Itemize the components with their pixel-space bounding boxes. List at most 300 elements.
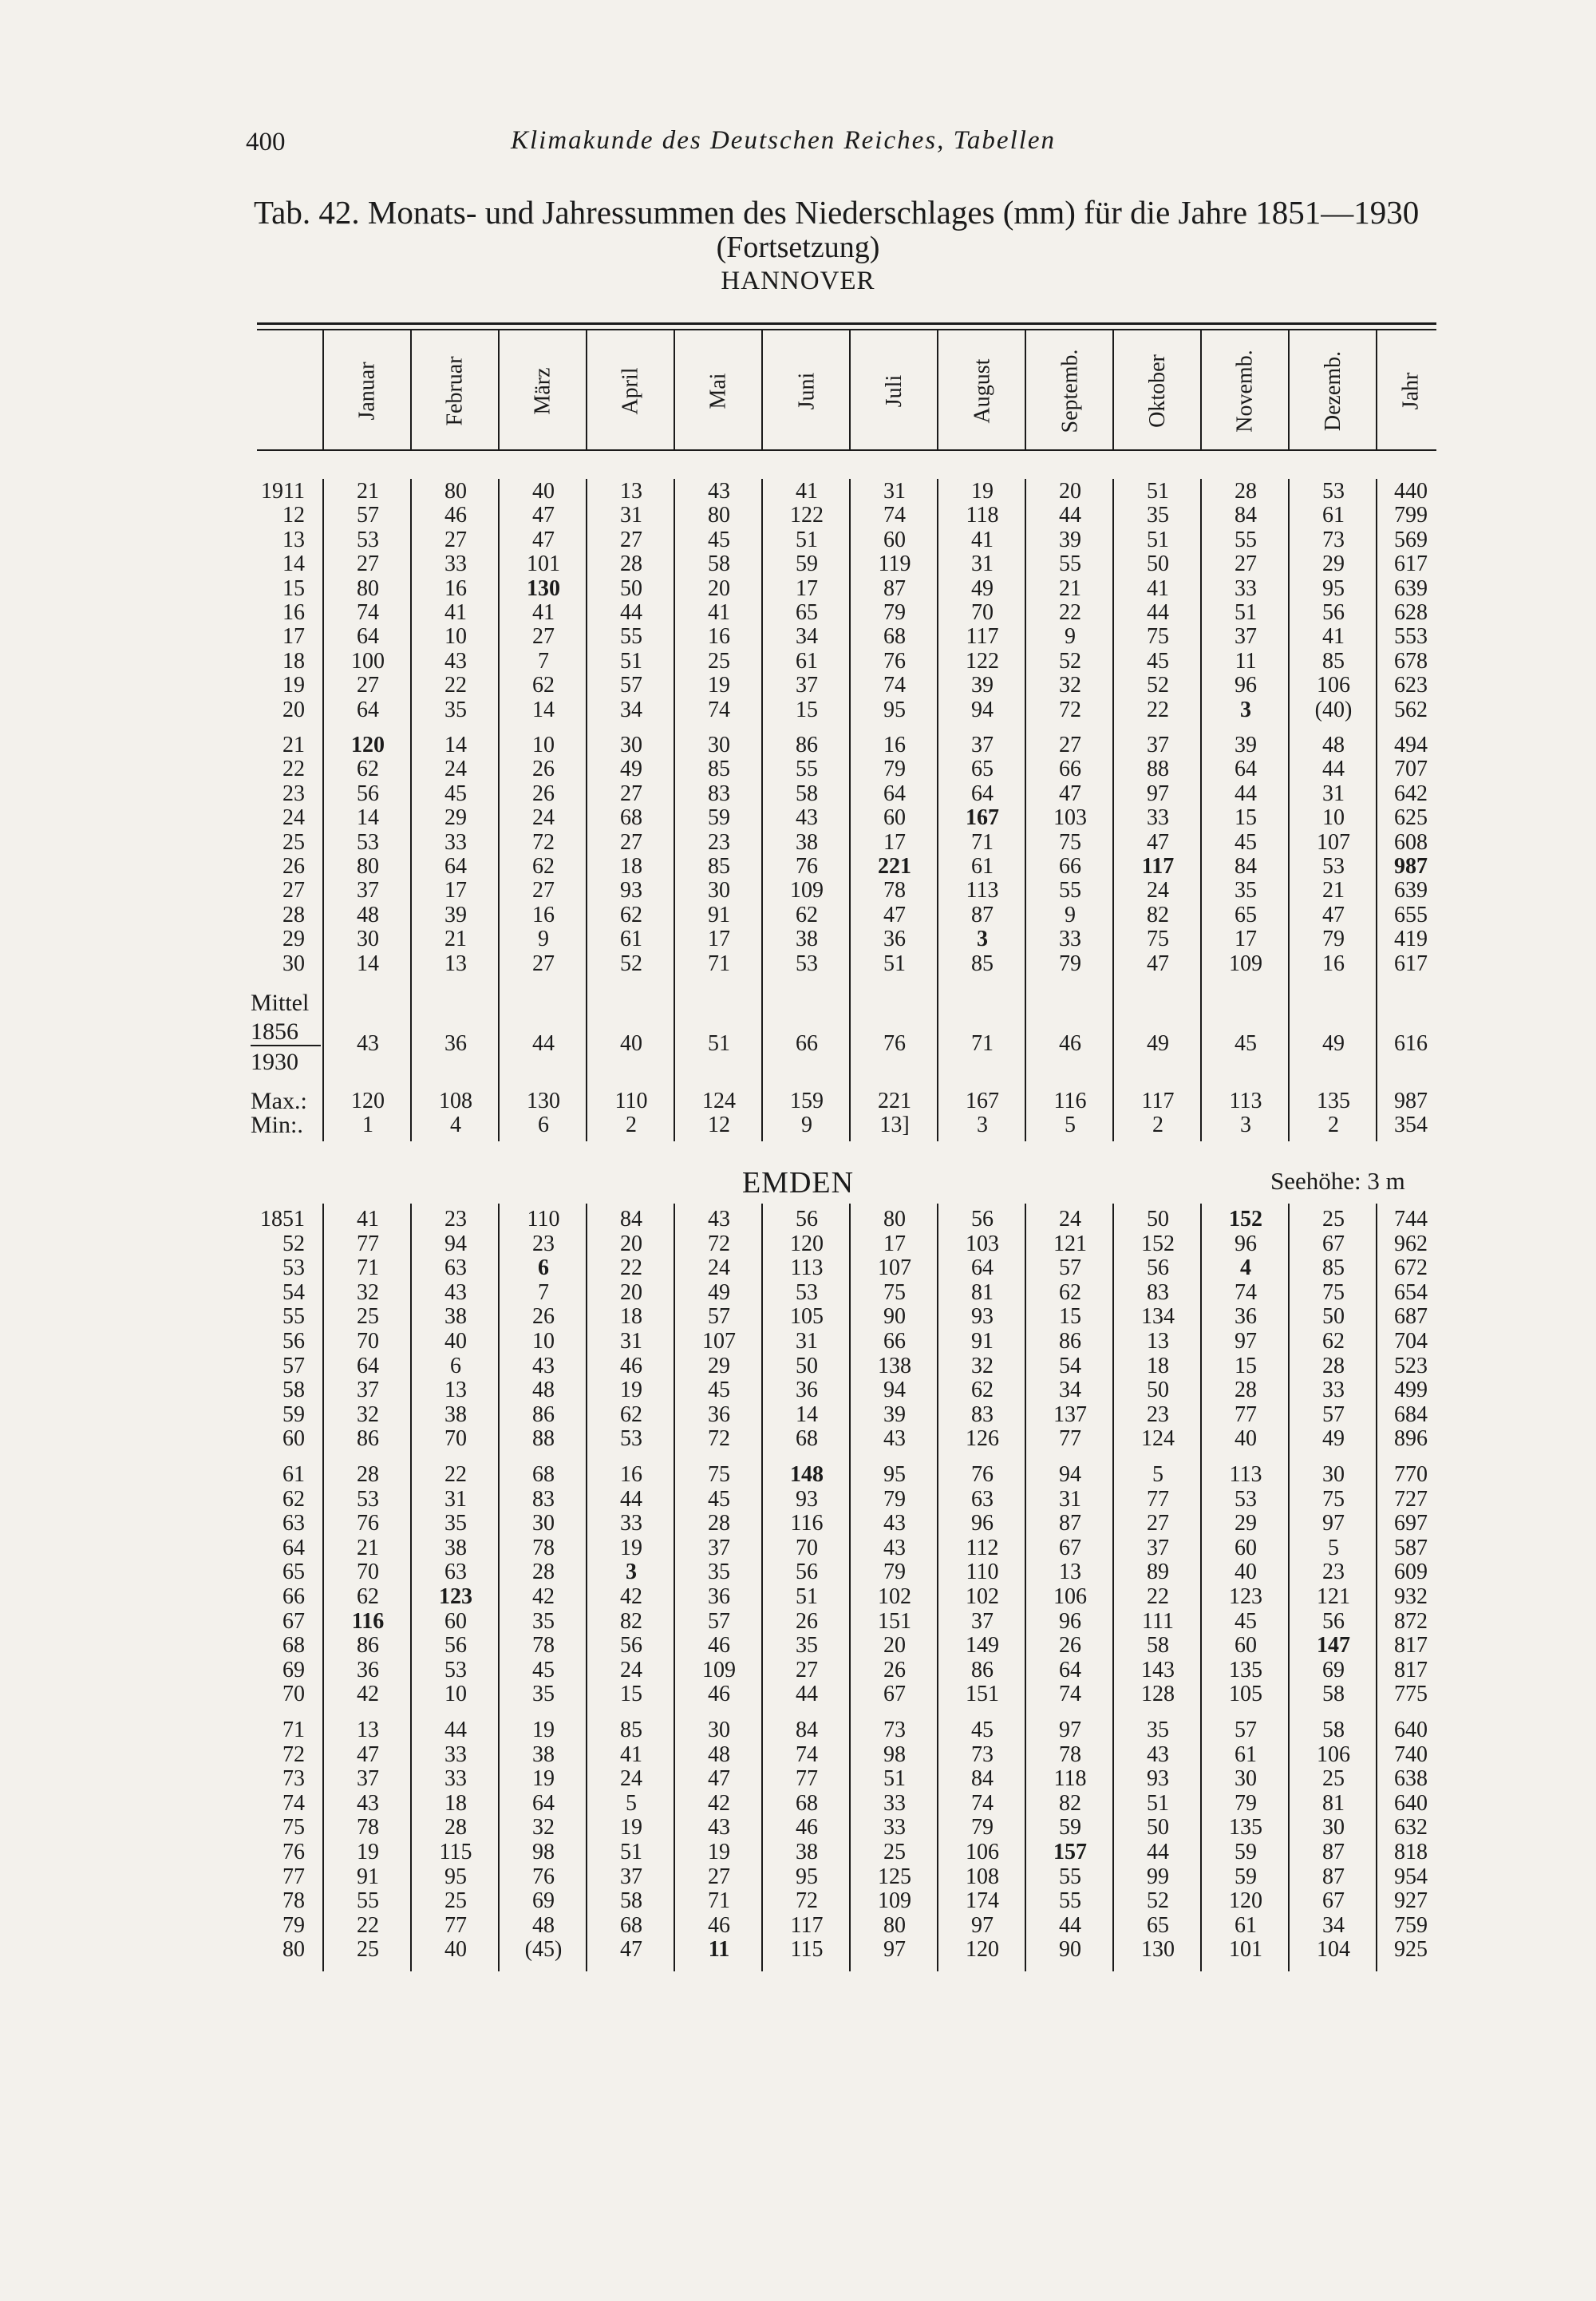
table-cell: 3: [977, 1113, 988, 1137]
table-cell: 120: [351, 1089, 385, 1113]
table-cell: 20: [620, 1280, 642, 1305]
row-year: 80: [282, 1937, 305, 1962]
table-cell: 123: [1229, 1584, 1262, 1609]
table-cell: 110: [527, 1207, 560, 1232]
table-cell: 640: [1394, 1791, 1428, 1816]
table-cell: 39: [883, 1402, 906, 1427]
table-cell: 45: [971, 1718, 994, 1742]
table-cell: 62: [532, 854, 555, 879]
table-cell: 52: [1147, 1888, 1169, 1913]
table-cell: 125: [878, 1864, 911, 1889]
table-cell: 113: [966, 878, 999, 903]
table-cell: 157: [1053, 1840, 1087, 1864]
mittel-to-year: 1930: [251, 1049, 298, 1075]
table-cell: 55: [1059, 1888, 1081, 1913]
table-cell: 84: [971, 1766, 994, 1791]
table-cell: 26: [883, 1658, 906, 1682]
table-cell: 639: [1394, 878, 1428, 903]
table-cell: 82: [620, 1609, 642, 1634]
header-bottom-rule: [257, 449, 1436, 451]
table-cell: 86: [796, 733, 818, 757]
table-cell: 14: [796, 1402, 818, 1427]
table-cell: 609: [1394, 1560, 1428, 1584]
table-cell: 62: [971, 1378, 994, 1402]
table-cell: 19: [620, 1378, 642, 1402]
table-cell: 5: [1328, 1536, 1339, 1560]
table-cell: 36: [357, 1658, 379, 1682]
table-cell: 628: [1394, 600, 1428, 625]
row-year: 75: [282, 1815, 305, 1840]
mittel-label: Mittel: [251, 990, 310, 1016]
table-cell: 40: [532, 479, 555, 504]
table-cell: 16: [444, 576, 467, 601]
table-cell: 34: [1322, 1913, 1345, 1938]
table-cell: 33: [444, 1766, 467, 1791]
table-cell: 55: [620, 624, 642, 649]
table-cell: 354: [1394, 1113, 1428, 1137]
table-cell: 95: [1322, 576, 1345, 601]
table-cell: 51: [1147, 528, 1169, 552]
table-cell: 36: [1235, 1304, 1257, 1329]
table-cell: 37: [971, 733, 994, 757]
row-year: 15: [282, 576, 305, 601]
table-cell: 31: [883, 479, 906, 504]
table-cell: 42: [620, 1584, 642, 1609]
header-november: Novemb.: [1233, 350, 1258, 433]
table-cell: 53: [444, 1658, 467, 1682]
table-cell: 48: [357, 903, 379, 927]
table-cell: 9: [1065, 903, 1076, 927]
table-cell: 625: [1394, 805, 1428, 830]
table-cell: 68: [796, 1791, 818, 1816]
table-cell: 85: [1322, 649, 1345, 674]
table-cell: 54: [1059, 1354, 1081, 1378]
table-cell: 83: [971, 1402, 994, 1427]
table-cell: 97: [1059, 1718, 1081, 1742]
table-cell: 44: [620, 600, 642, 625]
table-cell: 13: [357, 1718, 379, 1742]
table-row: [0, 1585, 1596, 1609]
table-cell: 33: [444, 1742, 467, 1767]
table-cell: 88: [1147, 757, 1169, 781]
row-year: 56: [282, 1329, 305, 1354]
table-cell: 56: [1322, 600, 1345, 625]
header-januar: Januar: [354, 362, 380, 421]
table-cell: 987: [1394, 854, 1428, 879]
table-cell: 28: [357, 1462, 379, 1487]
table-cell: 78: [357, 1815, 379, 1840]
table-cell: 43: [357, 1791, 379, 1816]
table-row: [0, 1865, 1596, 1889]
table-cell: 134: [1141, 1304, 1175, 1329]
table-cell: 97: [883, 1937, 906, 1962]
table-cell: 95: [796, 1864, 818, 1889]
table-cell: 45: [708, 1378, 730, 1402]
table-cell: 704: [1394, 1329, 1428, 1354]
table-cell: 41: [708, 600, 730, 625]
row-year: 66: [282, 1584, 305, 1609]
table-cell: 30: [1322, 1462, 1345, 1487]
table-cell: 135: [1229, 1815, 1262, 1840]
table-cell: 62: [532, 673, 555, 698]
table-cell: 47: [1147, 951, 1169, 976]
table-cell: 64: [357, 1354, 379, 1378]
table-cell: 32: [532, 1815, 555, 1840]
table-cell: 124: [702, 1089, 736, 1113]
table-cell: 51: [1147, 1791, 1169, 1816]
table-cell: 81: [1322, 1791, 1345, 1816]
table-cell: 71: [708, 1888, 730, 1913]
table-cell: 95: [883, 698, 906, 722]
table-cell: 122: [966, 649, 999, 674]
table-cell: 18: [620, 854, 642, 879]
table-cell: 60: [444, 1609, 467, 1634]
table-cell: 62: [620, 903, 642, 927]
table-cell: 44: [1322, 757, 1345, 781]
row-year: 20: [282, 698, 305, 722]
table-cell: 15: [620, 1682, 642, 1706]
table-cell: 29: [708, 1354, 730, 1378]
table-cell: 78: [532, 1536, 555, 1560]
table-cell: 74: [796, 1742, 818, 1767]
table-row: [0, 782, 1596, 806]
table-cell: 70: [444, 1426, 467, 1451]
table-cell: 91: [971, 1329, 994, 1354]
column-separator: [761, 330, 763, 450]
table-cell: 111: [1142, 1609, 1174, 1634]
table-cell: 167: [966, 805, 999, 830]
table-cell: 36: [708, 1584, 730, 1609]
table-cell: 87: [1322, 1840, 1345, 1864]
table-cell: 35: [1147, 1718, 1169, 1742]
table-cell: 130: [527, 576, 560, 601]
table-cell: 22: [1147, 698, 1169, 722]
table-cell: 43: [444, 649, 467, 674]
table-cell: 19: [532, 1718, 555, 1742]
table-cell: 96: [1235, 673, 1257, 698]
table-cell: 82: [1059, 1791, 1081, 1816]
table-cell: 47: [620, 1937, 642, 1962]
table-row: [0, 1536, 1596, 1560]
table-cell: 14: [357, 805, 379, 830]
table-cell: 52: [620, 951, 642, 976]
table-row: [0, 1403, 1596, 1427]
table-cell: 99: [1147, 1864, 1169, 1889]
table-cell: 84: [620, 1207, 642, 1232]
table-cell: 43: [1147, 1742, 1169, 1767]
row-year: 60: [282, 1426, 305, 1451]
table-row: [0, 674, 1596, 698]
row-year: 62: [282, 1487, 305, 1512]
table-cell: 74: [971, 1791, 994, 1816]
table-cell: 61: [796, 649, 818, 674]
table-cell: 87: [883, 576, 906, 601]
table-cell: 61: [1322, 503, 1345, 528]
table-cell: 59: [708, 805, 730, 830]
table-cell: 27: [444, 528, 467, 552]
table-cell: 85: [708, 757, 730, 781]
table-cell: 37: [357, 878, 379, 903]
page-number: 400: [246, 128, 286, 156]
table-cell: 33: [1147, 805, 1169, 830]
table-cell: 45: [532, 1658, 555, 1682]
table-cell: 27: [1235, 552, 1257, 576]
table-cell: 53: [357, 830, 379, 855]
table-cell: 57: [1059, 1255, 1081, 1280]
table-cell: 33: [883, 1791, 906, 1816]
table-cell: 17: [883, 830, 906, 855]
table-cell: 31: [1322, 781, 1345, 806]
table-cell: 59: [1235, 1864, 1257, 1889]
table-cell: 59: [1059, 1815, 1081, 1840]
table-cell: 40: [620, 1031, 642, 1056]
table-cell: 616: [1394, 1031, 1428, 1056]
table-cell: 39: [444, 903, 467, 927]
table-cell: 65: [1147, 1913, 1169, 1938]
table-row: [0, 552, 1596, 576]
table-cell: 25: [1322, 1207, 1345, 1232]
table-cell: 117: [790, 1913, 824, 1938]
table-row: [0, 577, 1596, 601]
table-cell: 67: [883, 1682, 906, 1706]
table-cell: 41: [1147, 576, 1169, 601]
table-cell: 64: [971, 781, 994, 806]
row-year: 24: [282, 805, 305, 830]
table-row: [0, 1743, 1596, 1767]
table-row: [0, 650, 1596, 674]
table-cell: 33: [444, 830, 467, 855]
table-cell: 75: [1147, 927, 1169, 951]
table-cell: 77: [796, 1766, 818, 1791]
table-cell: 672: [1394, 1255, 1428, 1280]
row-year: 52: [282, 1232, 305, 1256]
table-cell: 440: [1394, 479, 1428, 504]
table-row: [0, 806, 1596, 830]
table-cell: 48: [1322, 733, 1345, 757]
table-cell: 617: [1394, 552, 1428, 576]
column-separator: [586, 330, 587, 450]
table-cell: 37: [971, 1609, 994, 1634]
table-cell: (45): [524, 1937, 563, 1962]
table-cell: 110: [966, 1560, 999, 1584]
table-cell: 56: [796, 1207, 818, 1232]
table-cell: 86: [1059, 1329, 1081, 1354]
table-cell: 41: [444, 600, 467, 625]
table-cell: 123: [439, 1584, 472, 1609]
column-separator: [1112, 330, 1114, 450]
table-cell: 93: [620, 878, 642, 903]
table-cell: 40: [1235, 1426, 1257, 1451]
table-cell: 21: [357, 479, 379, 504]
table-cell: 91: [708, 903, 730, 927]
table-cell: 19: [357, 1840, 379, 1864]
table-cell: 50: [1147, 1207, 1169, 1232]
table-cell: 36: [883, 927, 906, 951]
table-row: [0, 1378, 1596, 1402]
table-cell: 41: [1322, 624, 1345, 649]
table-cell: 10: [444, 624, 467, 649]
table-cell: 47: [1059, 781, 1081, 806]
column-separator: [1288, 330, 1290, 450]
table-cell: 23: [532, 1232, 555, 1256]
table-cell: 56: [971, 1207, 994, 1232]
table-cell: 954: [1394, 1864, 1428, 1889]
table-cell: 10: [532, 1329, 555, 1354]
table-cell: 28: [1322, 1354, 1345, 1378]
table-cell: 52: [1147, 673, 1169, 698]
table-cell: 47: [1322, 903, 1345, 927]
table-cell: 27: [357, 552, 379, 576]
table-cell: 97: [1322, 1511, 1345, 1536]
row-year: 21: [282, 733, 305, 757]
table-cell: 55: [796, 757, 818, 781]
table-cell: 107: [1317, 830, 1350, 855]
table-cell: 687: [1394, 1304, 1428, 1329]
table-cell: 77: [444, 1913, 467, 1938]
table-cell: 24: [708, 1255, 730, 1280]
table-cell: 102: [878, 1584, 911, 1609]
table-cell: 24: [620, 1658, 642, 1682]
table-cell: 21: [1322, 878, 1345, 903]
table-cell: 19: [532, 1766, 555, 1791]
table-cell: 419: [1394, 927, 1428, 951]
table-cell: 22: [1059, 600, 1081, 625]
table-cell: 2: [1152, 1113, 1163, 1137]
table-cell: 42: [708, 1791, 730, 1816]
table-cell: 3: [626, 1560, 637, 1584]
row-year: 28: [282, 903, 305, 927]
table-row: [0, 855, 1596, 879]
table-cell: 85: [971, 951, 994, 976]
header-april: April: [618, 367, 643, 415]
table-cell: 94: [1059, 1462, 1081, 1487]
table-cell: 74: [1235, 1280, 1257, 1305]
table-cell: 122: [790, 503, 824, 528]
table-cell: 73: [1322, 528, 1345, 552]
table-cell: 30: [708, 878, 730, 903]
table-cell: 925: [1394, 1937, 1428, 1962]
table-cell: 51: [883, 1766, 906, 1791]
table-cell: 17: [1235, 927, 1257, 951]
table-cell: 53: [357, 528, 379, 552]
table-cell: 48: [532, 1913, 555, 1938]
table-cell: 42: [357, 1682, 379, 1706]
table-cell: 55: [1059, 552, 1081, 576]
table-cell: 73: [883, 1718, 906, 1742]
table-cell: 64: [883, 781, 906, 806]
table-cell: 10: [444, 1682, 467, 1706]
row-year: 71: [282, 1718, 305, 1742]
table-cell: 9: [1065, 624, 1076, 649]
table-cell: 34: [1059, 1378, 1081, 1402]
table-cell: 35: [444, 698, 467, 722]
table-row: [0, 1816, 1596, 1840]
table-cell: 109: [878, 1888, 911, 1913]
table-cell: 32: [357, 1402, 379, 1427]
table-cell: 96: [1059, 1609, 1081, 1634]
table-cell: 72: [796, 1888, 818, 1913]
row-year: 55: [282, 1304, 305, 1329]
table-cell: 35: [796, 1633, 818, 1658]
table-cell: 4: [1240, 1255, 1251, 1280]
station-title-emden: EMDEN: [741, 1166, 855, 1200]
row-year: 54: [282, 1280, 305, 1305]
table-row: [0, 1354, 1596, 1378]
table-cell: 94: [444, 1232, 467, 1256]
table-cell: 6: [538, 1255, 549, 1280]
table-cell: 58: [1322, 1682, 1345, 1706]
table-row: [0, 879, 1596, 903]
column-separator: [498, 330, 500, 450]
table-cell: 11: [1235, 649, 1257, 674]
row-year: 29: [282, 927, 305, 951]
table-cell: 38: [444, 1402, 467, 1427]
table-top-rule: [257, 322, 1436, 325]
header-dezember: Dezemb.: [1320, 350, 1345, 432]
table-cell: 896: [1394, 1426, 1428, 1451]
table-cell: 108: [966, 1864, 999, 1889]
table-cell: 74: [883, 673, 906, 698]
table-cell: 35: [444, 1511, 467, 1536]
table-cell: 24: [620, 1766, 642, 1791]
table-cell: 69: [1322, 1658, 1345, 1682]
table-cell: 7: [538, 1280, 549, 1305]
column-separator: [410, 330, 412, 450]
table-cell: 107: [702, 1329, 736, 1354]
row-year: 14: [282, 552, 305, 576]
table-cell: 51: [620, 649, 642, 674]
row-year: 1851: [260, 1207, 305, 1232]
table-cell: 74: [883, 503, 906, 528]
table-cell: 68: [620, 805, 642, 830]
table-cell: 115: [790, 1937, 824, 1962]
row-year: 70: [282, 1682, 305, 1706]
table-cell: 31: [796, 1329, 818, 1354]
table-cell: 17: [883, 1232, 906, 1256]
table-cell: 51: [1147, 479, 1169, 504]
table-cell: 113: [790, 1255, 824, 1280]
table-cell: 41: [620, 1742, 642, 1767]
table-cell: 30: [708, 733, 730, 757]
table-cell: 35: [532, 1609, 555, 1634]
table-cell: 28: [532, 1560, 555, 1584]
table-cell: 84: [1235, 854, 1257, 879]
table-cell: 221: [878, 1089, 911, 1113]
table-cell: 623: [1394, 673, 1428, 698]
table-cell: 27: [357, 673, 379, 698]
table-cell: 86: [532, 1402, 555, 1427]
table-cell: 45: [1235, 830, 1257, 855]
table-cell: 51: [1235, 600, 1257, 625]
table-cell: 16: [883, 733, 906, 757]
table-cell: 46: [620, 1354, 642, 1378]
table-cell: 42: [532, 1584, 555, 1609]
row-year: 69: [282, 1658, 305, 1682]
table-cell: 70: [971, 600, 994, 625]
table-cell: 87: [1059, 1511, 1081, 1536]
table-cell: 494: [1394, 733, 1428, 757]
table-cell: 17: [796, 576, 818, 601]
table-cell: 62: [357, 1584, 379, 1609]
table-cell: 72: [708, 1232, 730, 1256]
table-cell: 90: [1059, 1937, 1081, 1962]
table-cell: 96: [1235, 1232, 1257, 1256]
table-cell: 112: [966, 1536, 999, 1560]
table-cell: 65: [796, 600, 818, 625]
table-cell: 72: [1059, 698, 1081, 722]
table-cell: 25: [1322, 1766, 1345, 1791]
row-year: 17: [282, 624, 305, 649]
